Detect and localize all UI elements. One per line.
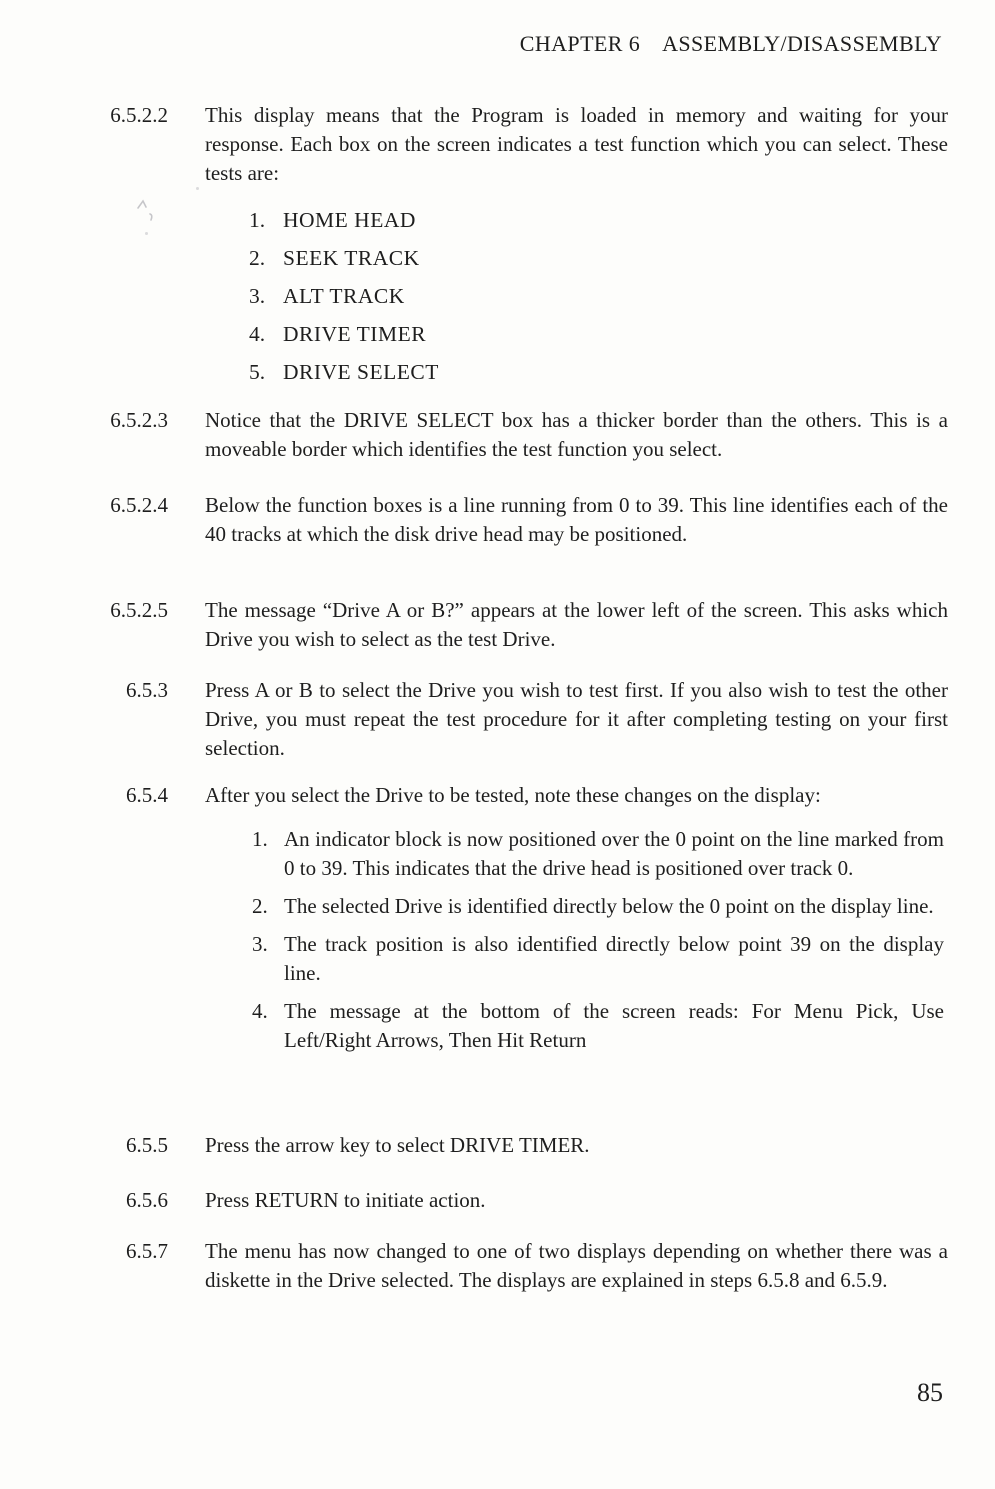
list-item-number: 3.	[252, 932, 268, 956]
pencil-smudge-mark	[134, 196, 160, 230]
list-item	[252, 997, 946, 1055]
section-number: 6.5.2.3	[110, 408, 168, 432]
section-text: Press the arrow key to select DRIVE TIMER.	[205, 1133, 590, 1157]
section-text: The menu has now changed to one of two displays depending on whether there was a diskette in the Drive selected. The displays are explained in steps 6.5.8 and 6.5.9.	[205, 1239, 948, 1292]
list-item-number: 4.	[252, 999, 268, 1023]
list-item-label: DRIVE TIMER	[283, 322, 427, 346]
test-function-list	[249, 201, 439, 391]
section-text: Below the function boxes is a line running from 0 to 39. This line identifies each of the 40 tracks at which the disk drive head may be positioned.	[205, 493, 948, 546]
list-item-text: The message at the bottom of the screen reads: For Menu Pick, Use Left/Right Arrows, Then Hit Return	[284, 999, 944, 1052]
list-item-number: 1.	[252, 827, 268, 851]
list-item	[249, 201, 439, 239]
list-item-text: An indicator block is now positioned over the 0 point on the line marked from 0 to 39. This indicates that the drive head is positioned over track 0.	[284, 827, 944, 880]
section-number: 6.5.2.4	[110, 493, 168, 517]
header-chapter-title: ASSEMBLY/DISASSEMBLY	[662, 31, 942, 56]
list-item-label: HOME HEAD	[283, 208, 416, 232]
list-item-number: 2.	[252, 894, 268, 918]
list-item-number: 3.	[249, 284, 266, 308]
list-item	[252, 930, 946, 988]
list-item-label: ALT TRACK	[283, 284, 405, 308]
section-text: Press A or B to select the Drive you wish to test first. If you also wish to test the other Drive, you must repeat the test procedure for it after completing testing on your first selection.	[205, 678, 948, 760]
section-number: 6.5.3	[126, 678, 168, 702]
section-number: 6.5.7	[126, 1239, 168, 1263]
section-6-5-7	[0, 1237, 948, 1295]
list-item	[249, 239, 439, 277]
section-text: The message “Drive A or B?” appears at the lower left of the screen. This asks which Drive you wish to select as the test Drive.	[205, 598, 948, 651]
list-item-label: SEEK TRACK	[283, 246, 420, 270]
list-item-text: The track position is also identified directly below point 39 on the display line.	[284, 932, 944, 985]
section-6-5-4	[0, 781, 948, 810]
section-number: 6.5.5	[126, 1133, 168, 1157]
list-item-label: DRIVE SELECT	[283, 360, 439, 384]
scan-speck	[145, 232, 148, 235]
section-text: After you select the Drive to be tested, note these changes on the display:	[205, 783, 821, 807]
section-6-5-2-4	[0, 491, 948, 549]
list-item	[249, 277, 439, 315]
list-item-text: The selected Drive is identified directly below the 0 point on the display line.	[284, 894, 934, 918]
section-6-5-2-3	[0, 406, 948, 464]
section-number: 6.5.4	[126, 783, 168, 807]
section-text: This display means that the Program is loaded in memory and waiting for your response. Each box on the screen indicates a test function which you can select. These tests are:	[205, 103, 948, 185]
header-chapter-label: CHAPTER 6	[519, 31, 641, 56]
list-item	[252, 892, 946, 921]
list-item	[249, 353, 439, 391]
section-text: Press RETURN to initiate action.	[205, 1188, 486, 1212]
page-header	[520, 31, 942, 57]
section-6-5-3	[0, 676, 948, 763]
section-number: 6.5.2.2	[110, 103, 168, 127]
list-item	[252, 825, 946, 883]
page-number: 85	[917, 1378, 943, 1407]
list-item-number: 5.	[249, 360, 266, 384]
section-number: 6.5.6	[126, 1188, 168, 1212]
section-number: 6.5.2.5	[110, 598, 168, 622]
section-text: Notice that the DRIVE SELECT box has a thicker border than the others. This is a moveable border which identifies the test function you select.	[205, 408, 948, 461]
list-item	[249, 315, 439, 353]
list-item-number: 1.	[249, 208, 266, 232]
section-6-5-6	[0, 1186, 948, 1215]
section-6-5-5	[0, 1131, 948, 1160]
list-item-number: 4.	[249, 322, 266, 346]
section-6-5-2-5	[0, 596, 948, 654]
display-changes-list	[252, 825, 946, 1064]
list-item-number: 2.	[249, 246, 266, 270]
section-6-5-2-2	[0, 101, 948, 188]
